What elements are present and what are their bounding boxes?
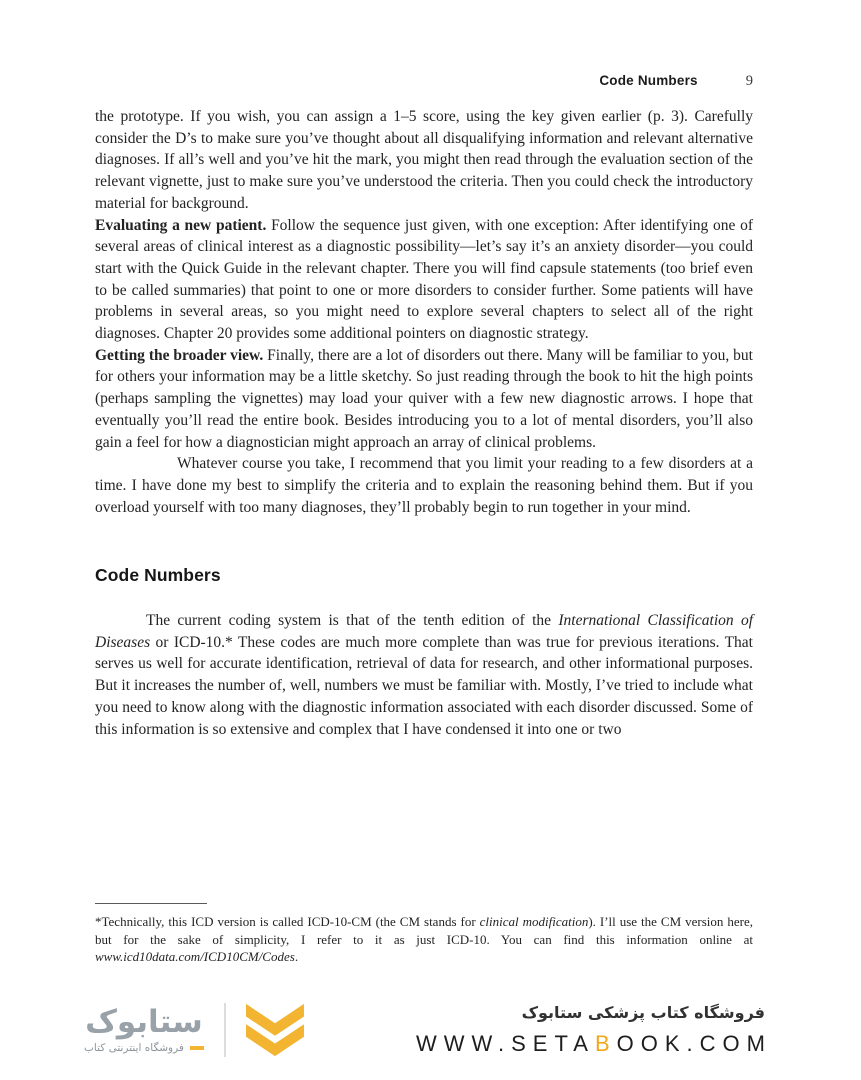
paragraph-whatever-text: Whatever course you take, I recommend that you limit your reading to a few disorders at a time. I have done my best to simplify the criteria and to explain the reasoning behind them. But if you overload yourself with too many diagnoses, they’ll probably begin to run together in your mind. — [95, 455, 753, 516]
logo-subtitle-row — [84, 1042, 204, 1054]
footer-divider — [224, 1003, 226, 1057]
section-heading-code-numbers: Code Numbers — [95, 565, 221, 586]
setabook-wordmark-group — [84, 1003, 204, 1055]
store-title: فروشگاه کتاب پزشکی ستابوک — [521, 1003, 765, 1022]
running-head — [95, 72, 753, 90]
setabook-logo — [84, 1002, 306, 1058]
coding-text-1: The current coding system is that of the tenth edition of the — [146, 612, 559, 630]
running-head-title: Code Numbers — [599, 73, 698, 88]
paragraph-evaluating-body: Follow the sequence just given, with one exception: After identifying one of several areas of clinical interest as a diagnostic possibility—let’s say it’s an anxiety disorder—you could start with the Quick Guide in the relevant chapter. There you will find capsule statements (too brief even to be called summaries) that point to one or more disorders to consider further. Some patients will have problems in several areas, so you might need to explore several chapters to select all of the right diagnoses. Chapter 20 provides some additional pointers on diagnostic strategy. — [95, 216, 753, 343]
setabook-chevron-icon — [244, 1002, 306, 1058]
footnote-url-italic: www.icd10data.com/ICD10CM/Codes — [95, 949, 295, 965]
paragraph-whatever-course — [95, 453, 753, 518]
footer-banner — [0, 992, 861, 1080]
coding-text-2: or ICD-10.* These codes are much more complete than was true for previous iterations. That serves us well for accurate identification, retrieval of data for research, and other informational purposes. But it increases the number of, well, numbers we must be familiar with. Mostly, I’ve tried to include what you need to know along with the diagnostic information associated with each disorder discussed. Some of this information is so extensive and complex that I have condensed it into one or two — [95, 633, 753, 738]
footnote-block — [95, 903, 753, 966]
footnote-text — [95, 913, 753, 966]
paragraph-broader-view — [95, 345, 753, 454]
paragraph-broader-body: Finally, there are a lot of disorders out there. Many will be familiar to you, but for others your information may be a little sketchy. So just reading through the book to hit the high points (perhaps sampling the vignettes) may load your quiver with a few new diagnostic arrows. I hope that eventually you’ll read the entire book. Besides introducing you to a lot of mental disorders, you’ll also gain a feel for how a diagnostician might approach an array of clinical problems. — [95, 346, 753, 451]
coding-italic-title: International Classification of Diseases — [95, 612, 754, 651]
paragraph-coding-system — [95, 610, 753, 740]
footnote-italic-1: clinical modification — [479, 914, 589, 929]
page-number: 9 — [745, 73, 753, 89]
store-url-accent: B — [594, 1031, 617, 1056]
paragraph-prototype — [95, 106, 753, 215]
logo-accent-dash — [190, 1046, 204, 1050]
paragraph-prototype-text: the prototype. If you wish, you can assign a 1–5 score, using the key given earlier (p. 3). Carefully consider the D’s to make sure you’ve thought about all disqualifying information and relevant alternative diagnoses. If all’s well and you’ve hit the mark, you might then read through the evaluation section of the relevant vignette, just to make sure you’ve understood the criteria. Then you could check the introductory material for background. — [95, 108, 753, 212]
footnote-text-3: . — [294, 949, 299, 965]
store-url — [416, 1031, 772, 1057]
setabook-wordmark: ستابوک — [85, 1003, 203, 1040]
page-body — [95, 106, 753, 740]
store-url-part1: WWW.SETA — [415, 1031, 595, 1056]
store-url-part2: OOK.COM — [616, 1031, 772, 1056]
paragraph-broader-lead: Getting the broader view. — [95, 346, 264, 364]
footnote-text-1: *Technically, this ICD version is called ICD-10-CM (the CM stands for — [95, 914, 480, 929]
logo-subtitle: فروشگاه اینترنتی کتاب — [84, 1042, 184, 1055]
paragraph-evaluating-new-patient — [95, 215, 753, 345]
paragraph-evaluating-lead: Evaluating a new patient. — [95, 216, 267, 234]
footer-store-info — [415, 1003, 772, 1057]
footnote-text-2: ). I’ll use the CM version here, but for the sake of simplicity, I refer to it as just ICD-10. You can find this information online at — [95, 914, 753, 947]
footnote-rule — [95, 903, 207, 904]
